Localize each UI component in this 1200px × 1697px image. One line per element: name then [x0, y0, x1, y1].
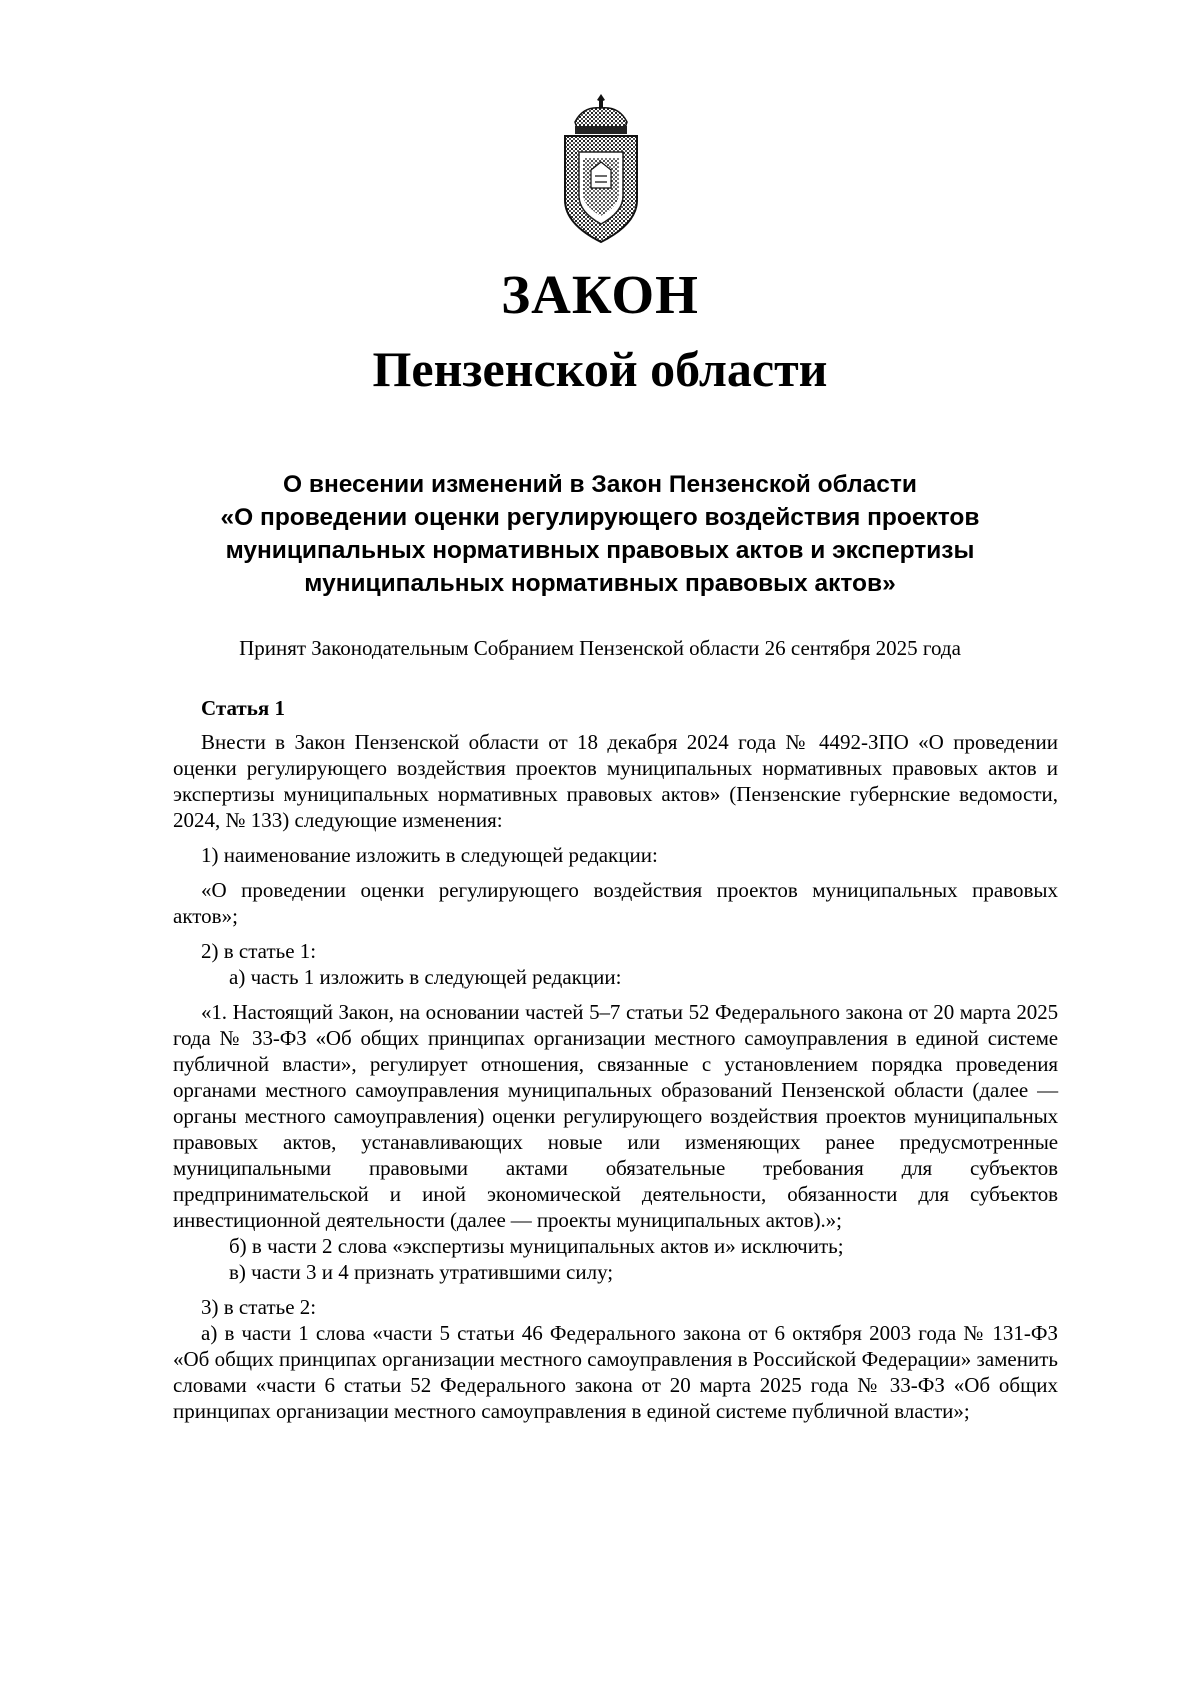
law-region: Пензенской области — [372, 341, 828, 397]
article-heading: Статья 1 — [201, 696, 285, 720]
law-title: ЗАКОН — [501, 264, 699, 325]
sub-item: в) части 3 и 4 признать утратившими силу; — [229, 1260, 614, 1284]
quoted-text: «О проведении оценки регулирующего воздействия проектов муниципальных правовых актов»; — [173, 878, 1058, 928]
subject-line: «О проведении оценки регулирующего воздействия проектов — [220, 504, 980, 531]
article-body — [173, 729, 1058, 1424]
sub-item: б) в части 2 слова «экспертизы муниципальных актов и» исключить; — [229, 1234, 844, 1258]
law-subject — [100, 468, 1100, 600]
subject-line: муниципальных нормативных правовых актов» — [304, 570, 896, 597]
sub-item: а) часть 1 изложить в следующей редакции: — [229, 965, 622, 989]
subject-line: муниципальных нормативных правовых актов и экспертизы — [225, 537, 975, 564]
coat-of-arms-icon — [555, 92, 647, 248]
quoted-text: «1. Настоящий Закон, на основании частей 5–7 статьи 52 Федерального закона от 20 марта 2025 года № 33-ФЗ «Об общих принципах организации местного самоуправления в единой системе публичной власти», регулирует отношения, связанные с установлением порядка проведения органами местного самоуправления муниципальных образований Пензенской области (далее — органы местного самоуправления) оценки регулирующего воздействия проектов муниципальных правовых актов, устанавливающих новые или изменяющих ранее предусмотренные муниципальными правовыми актами обязательные требования для субъектов предпринимательской и иной экономической деятельности, обязанности для субъектов инвестиционной деятельности (далее — проекты муниципальных актов).»; — [173, 1000, 1058, 1232]
list-item: 2) в статье 1: — [201, 939, 317, 963]
sub-item: а) в части 1 слова «части 5 статьи 46 Федерального закона от 6 октября 2003 года № 131-ФЗ «Об общих принципах организации местного самоуправления в Российской Федерации» заменить словами «части 6 статьи 52 Федерального закона от 20 марта 2025 года № 33-ФЗ «Об общих принципах организации местного самоуправления в единой системе публичной власти»; — [173, 1321, 1058, 1423]
adoption-note: Принят Законодательным Собранием Пензенской области 26 сентября 2025 года — [239, 636, 961, 660]
article-intro: Внести в Закон Пензенской области от 18 декабря 2024 года № 4492-ЗПО «О проведении оценки регулирующего воздействия проектов муниципальных нормативных правовых актов и экспертизы муниципальных нормативных правовых актов» (Пензенские губернские ведомости, 2024, № 133) следующие изменения: — [173, 730, 1058, 832]
list-item: 3) в статье 2: — [201, 1295, 317, 1319]
list-item: 1) наименование изложить в следующей редакции: — [201, 843, 658, 867]
subject-line: О внесении изменений в Закон Пензенской области — [283, 471, 917, 498]
